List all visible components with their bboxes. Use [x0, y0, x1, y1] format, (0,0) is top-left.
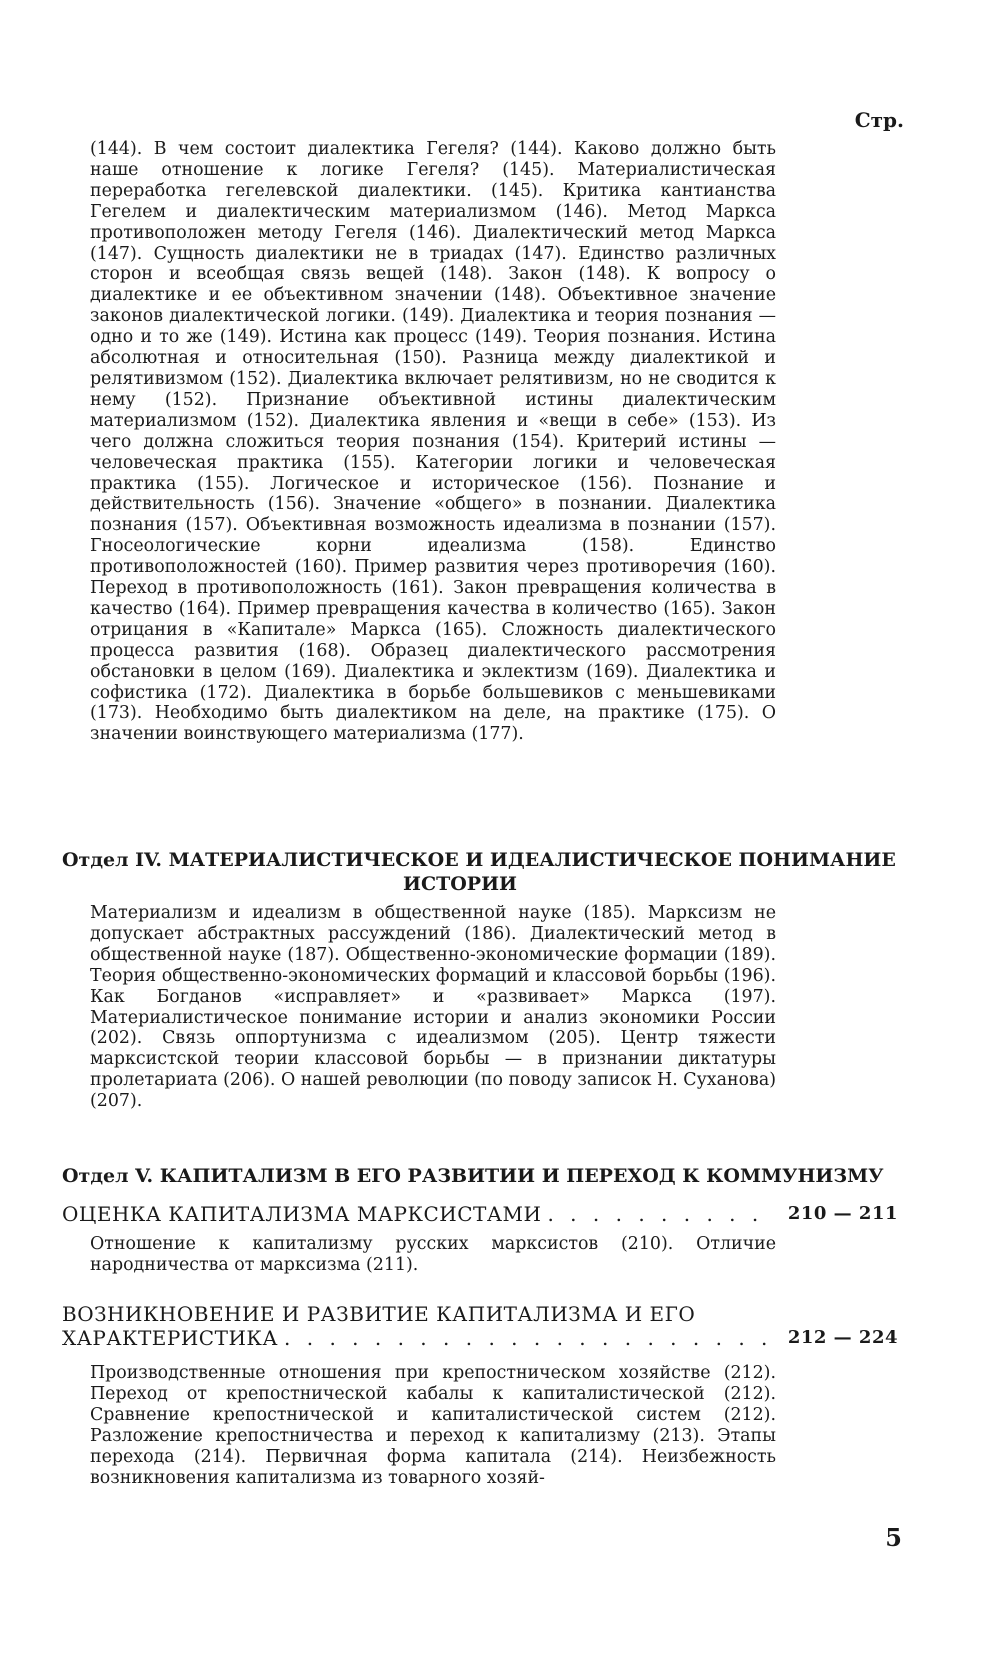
toc-entry-title-last-line — [62, 1326, 780, 1350]
section-iv-title-line1: МАТЕРИАЛИСТИЧЕСКОЕ И ИДЕАЛИСТИЧЕСКОЕ ПОНИМАНИЕ — [168, 849, 896, 871]
section-iv-label: Отдел IV. — [62, 849, 163, 871]
toc-entry-pages: 210 — 211 — [787, 1203, 898, 1224]
toc-entry-title-line2: ХАРАКТЕРИСТИКА — [62, 1326, 279, 1350]
toc-entry-title-block — [62, 1302, 780, 1350]
toc-leader-dots — [284, 1326, 774, 1350]
annotation-paragraph-origin: Производственные отношения при крепостническом хозяйстве (212). Переход от крепостнической кабалы к капиталистической (212). Сравнение крепостнической и капиталистической систем (212). Разложение крепостничества и переход к капитализму (213). Этапы перехода (214). Первичная форма капитала (214). Неизбежность возникновения капитализма из товарного хозяй- — [90, 1363, 776, 1488]
toc-leader-dots — [547, 1202, 773, 1226]
toc-entry-capitalism-assessment — [62, 1202, 898, 1226]
pages-column-label: Стр. — [854, 108, 904, 132]
annotation-paragraph-history: Материализм и идеализм в общественной науке (185). Марксизм не допускает абстрактных рассуждений (186). Диалектический метод в общественной науке (187). Общественно-экономические формации (189). Теория общественно-экономических формаций и классовой борьбы (196). Как Богданов «исправляет» и «развивает» Маркса (197). Материалистическое понимание истории и анализ экономики России (202). Связь оппортунизма с идеализмом (205). Центр тяжести марксистской теории классовой борьбы — в признании диктатуры пролетариата (206). О нашей революции (по поводу записок Н. Суханова) (207). — [90, 903, 776, 1112]
annotation-paragraph-assessment: Отношение к капитализму русских марксистов (210). Отличие народничества от марксизма (211). — [90, 1234, 776, 1275]
toc-entry-title-line1: ВОЗНИКНОВЕНИЕ И РАЗВИТИЕ КАПИТАЛИЗМА И ЕГО — [62, 1302, 696, 1326]
section-v-label: Отдел V. — [62, 1165, 154, 1187]
section-iv-heading — [62, 848, 898, 896]
toc-entry-pages: 212 — 224 — [787, 1327, 898, 1348]
section-iv-title-line2: ИСТОРИИ — [403, 873, 517, 895]
annotation-paragraph-dialectics: (144). В чем состоит диалектика Гегеля? (144). Каково должно быть наше отношение к логике Гегеля? (145). Материалистическая переработка гегелевской диалектики. (145). Критика кантианства Гегелем и диалектическим материализмом (146). Метод Маркса противоположен методу Гегеля (146). Диалектический метод Маркса (147). Сущность диалектики не в триадах (147). Единство различных сторон и всеобщая связь вещей (148). Закон (148). К вопросу о диалектике и ее объективном значении (148). Объективное значение законов диалектической логики. (149). Диалектика и теория познания — одно и то же (149). Истина как процесс (149). Теория познания. Истина абсолютная и относительная (150). Разница между диалектикой и релятивизмом (152). Диалектика включает релятивизм, но не сводится к нему (152). Признание объективной истины диалектическим материализмом (152). Диалектика явления и «вещи в себе» (153). Из чего должна сложиться теория познания (154). Критерий истины — человеческая практика (155). Категории логики и человеческая практика (155). Логическое и историческое (156). Познание и действительность (156). Значение «общего» в познании. Диалектика познания (157). Объективная возможность идеализма в познании (157). Гносеологические корни идеализма (158). Единство противоположностей (160). Пример развития через противоречия (160). Переход в противоположность (161). Закон превращения количества в качество (164). Пример превращения качества в количество (165). Закон отрицания в «Капитале» Маркса (165). Сложность диалектического процесса развития (168). Образец диалектического рассмотрения обстановки в целом (169). Диалектика и эклектизм (169). Диалектика и софистика (172). Диалектика в борьбе большевиков с меньшевиками (173). Необходимо быть диалектиком на деле, на практике (175). О значении воинствующего материализма (177). — [90, 139, 776, 745]
toc-entry-capitalism-origin — [62, 1302, 898, 1350]
page-number: 5 — [885, 1523, 902, 1552]
toc-entry-title: ОЦЕНКА КАПИТАЛИЗМА МАРКСИСТАМИ — [62, 1202, 542, 1226]
section-v-title: КАПИТАЛИЗМ В ЕГО РАЗВИТИИ И ПЕРЕХОД К КОММУНИЗМУ — [159, 1165, 884, 1187]
section-v-heading — [62, 1164, 898, 1188]
